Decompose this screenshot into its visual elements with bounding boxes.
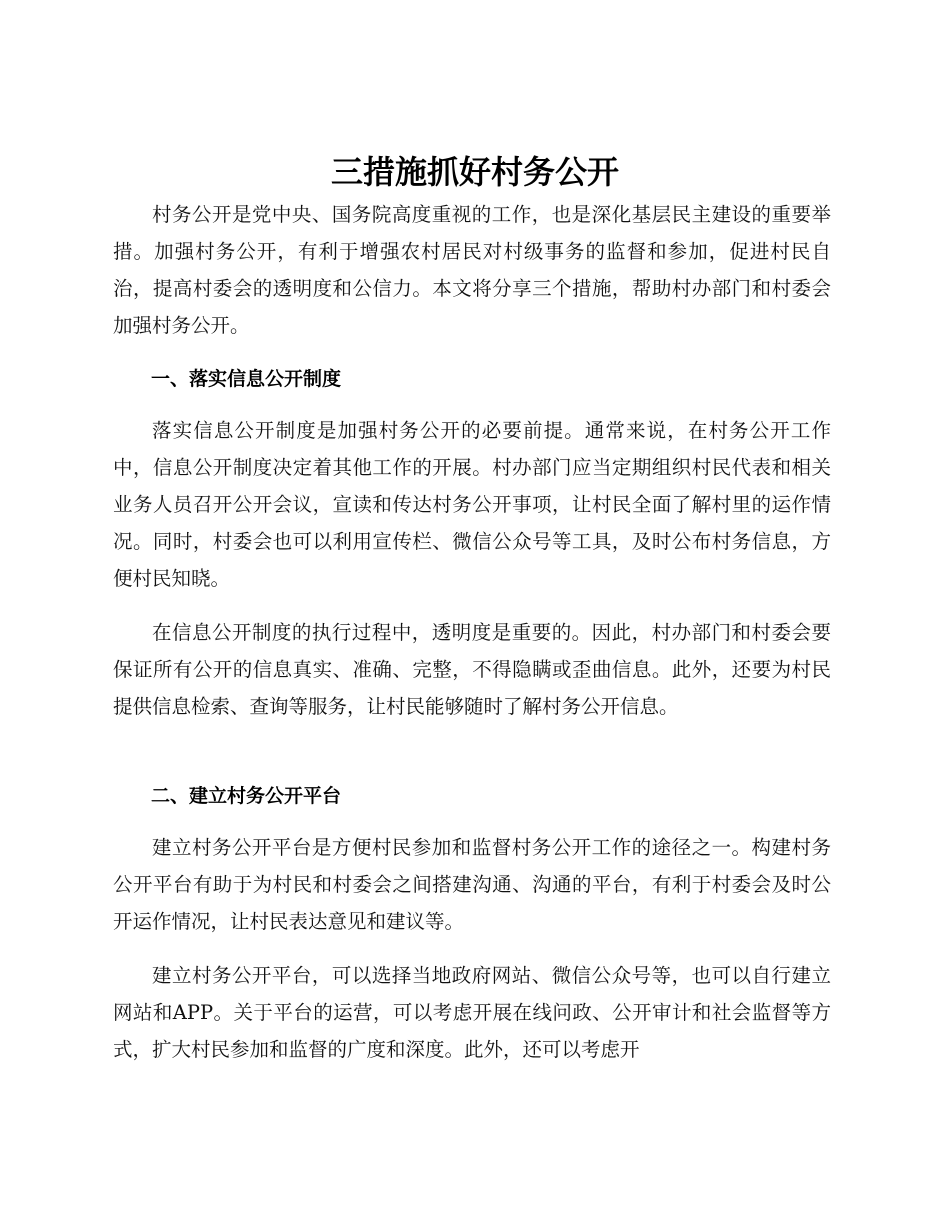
section-2-paragraph-1: 建立村务公开平台是方便村民参加和监督村务公开工作的途径之一。构建村务公开平台有助于为村民和村委会之间搭建沟通、沟通的平台，有利于村委会及时公开运作情况，让村民表达意见和建议等。 <box>113 836 831 933</box>
section-1-paragraph-1: 落实信息公开制度是加强村务公开的必要前提。通常来说，在村务公开工作中，信息公开制度决定着其他工作的开展。村办部门应当定期组织村民代表和相关业务人员召开公开会议，宣读和传达村务公开事项，让村民全面了解村里的运作情况。同时，村委会也可以利用宣传栏、微信公众号等工具，及时公布村务信息，方便村民知晓。 <box>113 419 831 590</box>
intro-paragraph: 村务公开是党中央、国务院高度重视的工作，也是深化基层民主建设的重要举措。加强村务公开，有利于增强农村居民对村级事务的监督和参加，促进村民自治，提高村委会的透明度和公信力。本文将分享三个措施，帮助村办部门和村委会加强村务公开。 <box>113 203 831 337</box>
section-heading-2: 二、建立村务公开平台 <box>151 785 342 807</box>
section-2-paragraph-2: 建立村务公开平台，可以选择当地政府网站、微信公众号等，也可以自行建立网站和APP。关于平台的运营，可以考虑开展在线问政、公开审计和社会监督等方式，扩大村民参加和监督的广度和深度。此外，还可以考虑开 <box>113 964 831 1061</box>
document-title: 三措施抓好村务公开 <box>330 153 619 191</box>
section-heading-1: 一、落实信息公开制度 <box>151 368 342 390</box>
section-1-paragraph-2: 在信息公开制度的执行过程中，透明度是重要的。因此，村办部门和村委会要保证所有公开的信息真实、准确、完整，不得隐瞒或歪曲信息。此外，还要为村民提供信息检索、查询等服务，让村民能够随时了解村务公开信息。 <box>113 621 831 718</box>
